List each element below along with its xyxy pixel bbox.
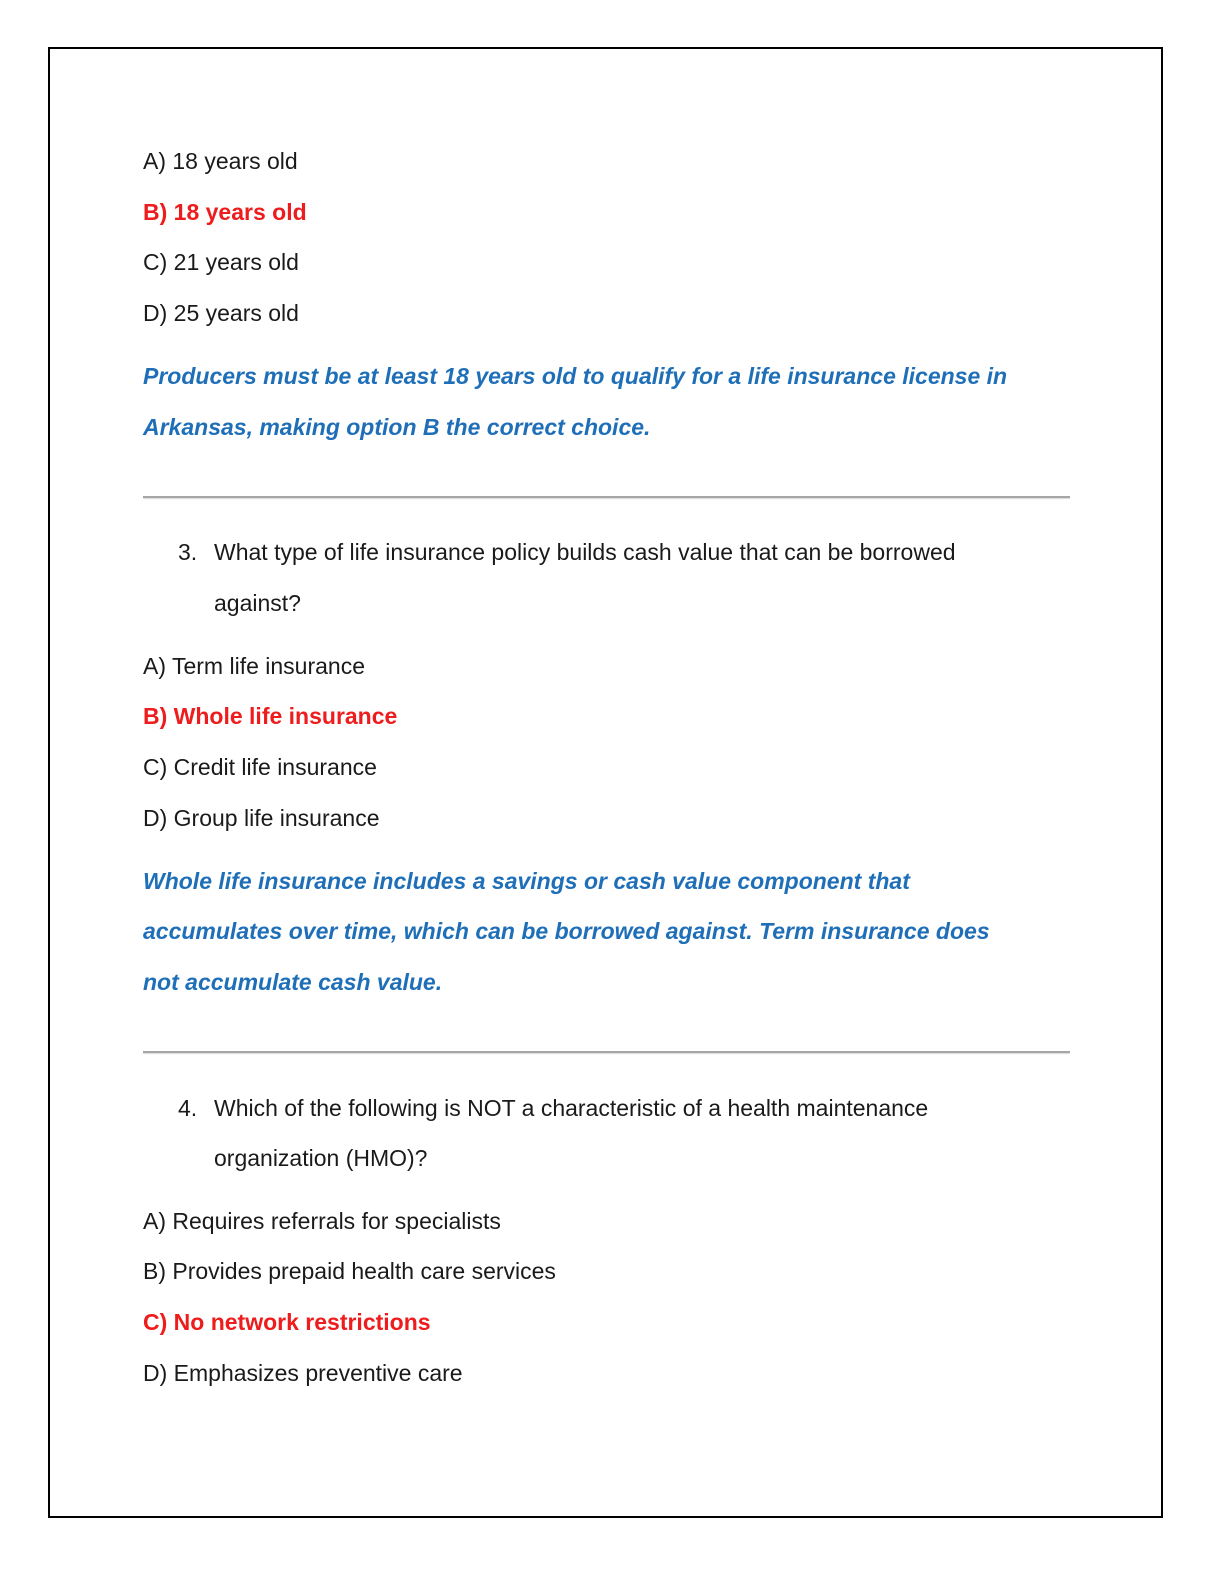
explanation-line-1: Whole life insurance includes a savings or cash value component that bbox=[143, 868, 910, 894]
section-divider bbox=[143, 1051, 1070, 1053]
question-text: What type of life insurance policy builds cash value that can be borrowed bbox=[214, 539, 956, 565]
question-3-line-2: against? bbox=[214, 590, 301, 616]
answer-option-b: B) Provides prepaid health care services bbox=[143, 1258, 556, 1284]
question-number: 4. bbox=[178, 1095, 198, 1121]
answer-option-b-correct: B) 18 years old bbox=[143, 199, 307, 225]
section-divider bbox=[143, 496, 1070, 498]
question-4-line-2: organization (HMO)? bbox=[214, 1145, 428, 1171]
explanation-line-2: accumulates over time, which can be borrowed against. Term insurance does bbox=[143, 918, 990, 944]
question-text: Which of the following is NOT a characteristic of a health maintenance bbox=[214, 1095, 929, 1121]
answer-option-a: A) Requires referrals for specialists bbox=[143, 1208, 501, 1234]
explanation-line-1: Producers must be at least 18 years old to qualify for a life insurance license in bbox=[143, 363, 1008, 389]
answer-option-b-correct: B) Whole life insurance bbox=[143, 703, 398, 729]
question-number: 3. bbox=[178, 539, 198, 565]
answer-option-d: D) 25 years old bbox=[143, 300, 299, 326]
answer-option-a: A) Term life insurance bbox=[143, 653, 365, 679]
question-4-line-1 bbox=[178, 1093, 928, 1123]
answer-option-a: A) 18 years old bbox=[143, 148, 298, 174]
explanation-line-2: Arkansas, making option B the correct choice. bbox=[143, 414, 651, 440]
explanation-line-3: not accumulate cash value. bbox=[143, 969, 443, 995]
answer-option-c: C) 21 years old bbox=[143, 249, 299, 275]
question-3-line-1 bbox=[178, 537, 956, 567]
answer-option-d: D) Emphasizes preventive care bbox=[143, 1360, 463, 1386]
answer-option-c-correct: C) No network restrictions bbox=[143, 1309, 431, 1335]
answer-option-d: D) Group life insurance bbox=[143, 805, 380, 831]
answer-option-c: C) Credit life insurance bbox=[143, 754, 377, 780]
